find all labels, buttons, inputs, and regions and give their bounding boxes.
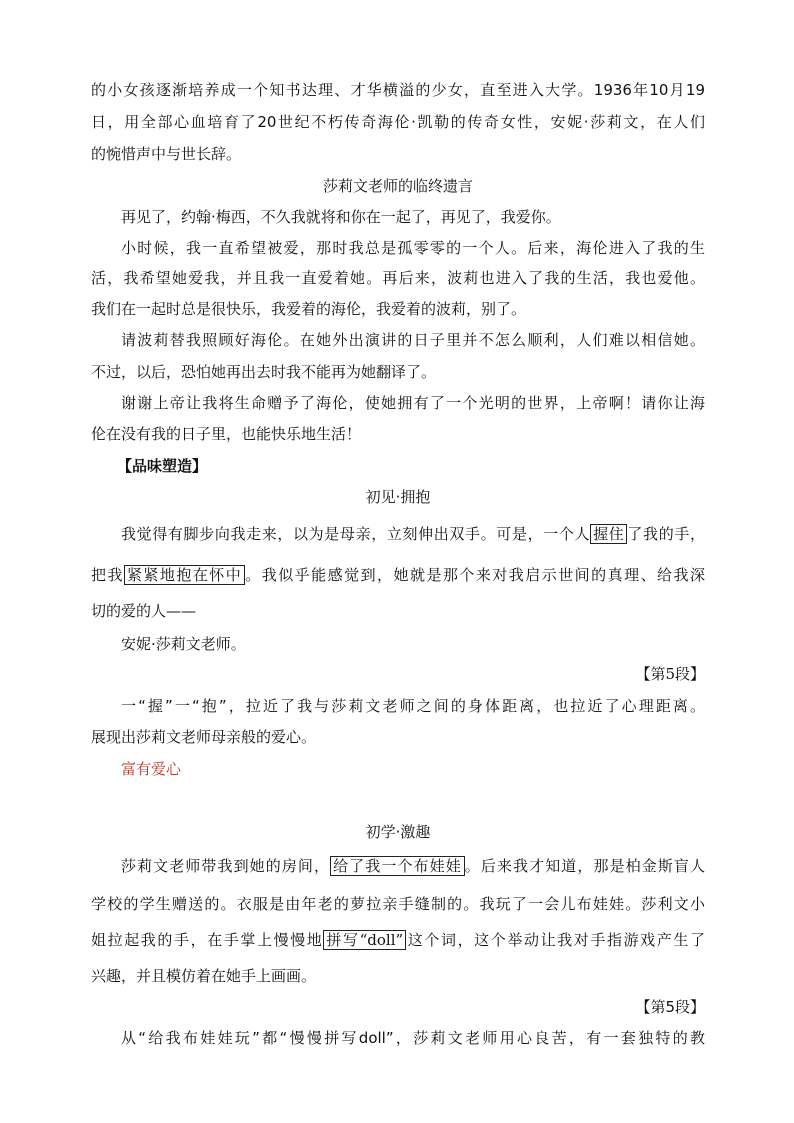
quote-text: 。我似乎能感觉到，她就是那个来对我启示世间的真理、给我深 <box>245 566 705 584</box>
testament-line: 小时候，我一直希望被爱，那时我总是孤零零的一个人。后来，海伦进入了我的生 <box>121 239 705 257</box>
quote-text: 这个词，这个举动让我对手指游戏产生了 <box>406 931 705 949</box>
analysis-line: 从“给我布娃娃玩”都“慢慢拼写doll”，莎莉文老师用心良苦，有一套独特的教 <box>121 1029 705 1047</box>
testament-line: 伦在没有我的日子里，也能快乐地生活！ <box>91 425 362 443</box>
quote-line: 学校的学生赠送的。衣服是由年老的萝拉亲手缝制的。我玩了一会儿布娃娃。莎利文小 <box>91 895 705 913</box>
quote-text: 了我的手， <box>627 525 705 543</box>
document-page <box>91 0 705 1123</box>
highlight-box: 握住 <box>590 524 627 544</box>
body-line: 日，用全部心血培育了20世纪不朽传奇海伦·凯勒的传奇女性，安妮·莎莉文，在人们 <box>91 113 705 131</box>
testament-line: 活，我希望她爱我，并且我一直爱着她。再后来，波莉也进入了我的生活，我也爱他。 <box>91 269 705 287</box>
body-line: 的惋惜声中与世长辞。 <box>91 145 242 163</box>
highlight-box: 给了我一个布娃娃 <box>330 856 465 876</box>
quote-line: 切的爱的人—— <box>91 602 197 620</box>
highlight-box: 拼写“doll” <box>323 930 406 950</box>
quote-line: 安妮·莎莉文老师。 <box>121 635 246 653</box>
quote-text: 把我 <box>91 566 124 584</box>
testament-line: 不过，以后，恐怕她再出去时我不能再为她翻译了。 <box>91 363 437 381</box>
testament-line: 我们在一起时总是很快乐，我爱着的海伦，我爱着的波莉，别了。 <box>91 300 527 318</box>
testament-line: 请波莉替我照顾好海伦。在她外出演讲的日子里并不怎么顺利，人们难以相信她。 <box>121 331 705 349</box>
quote-text: 我觉得有脚步向我走来，以为是母亲，立刻伸出双手。可是，一个人 <box>121 525 591 543</box>
analysis-line: 一“握”一“抱”，拉近了我与莎莉文老师之间的身体距离，也拉近了心理距离。 <box>121 697 705 715</box>
paragraph-ref: 【第5段】 <box>635 665 705 683</box>
body-line: 的小女孩逐渐培养成一个知书达理、才华横溢的少女，直至进入大学。1936年10月19 <box>91 81 705 99</box>
part-title: 初见·拥抱 <box>365 488 431 506</box>
testament-title: 莎莉文老师的临终遗言 <box>322 177 473 195</box>
testament-line: 再见了，约翰·梅西，不久我就将和你在一起了，再见了，我爱你。 <box>121 208 561 226</box>
quote-text: 姐拉起我的手，在手掌上慢慢地 <box>91 931 324 949</box>
paragraph-ref: 【第5段】 <box>635 998 705 1016</box>
section-heading: 【品味塑造】 <box>117 457 208 475</box>
testament-line: 谢谢上帝让我将生命赠予了海伦，使她拥有了一个光明的世界，上帝啊！请你让海 <box>121 394 705 412</box>
quote-line <box>91 856 705 876</box>
highlight-box: 紧紧地抱在怀中 <box>124 565 245 585</box>
quote-line <box>91 524 705 544</box>
quote-line: 兴趣，并且模仿着在她手上画画。 <box>91 967 317 985</box>
part-title: 初学·激趣 <box>365 823 431 841</box>
quote-text: 。后来我才知道，那是柏金斯盲人 <box>464 857 705 875</box>
analysis-line: 展现出莎莉文老师母亲般的爱心。 <box>91 728 317 746</box>
trait-tag: 富有爱心 <box>121 760 182 778</box>
quote-text: 莎莉文老师带我到她的房间， <box>121 857 331 875</box>
quote-line <box>91 565 705 585</box>
quote-line <box>91 930 705 950</box>
